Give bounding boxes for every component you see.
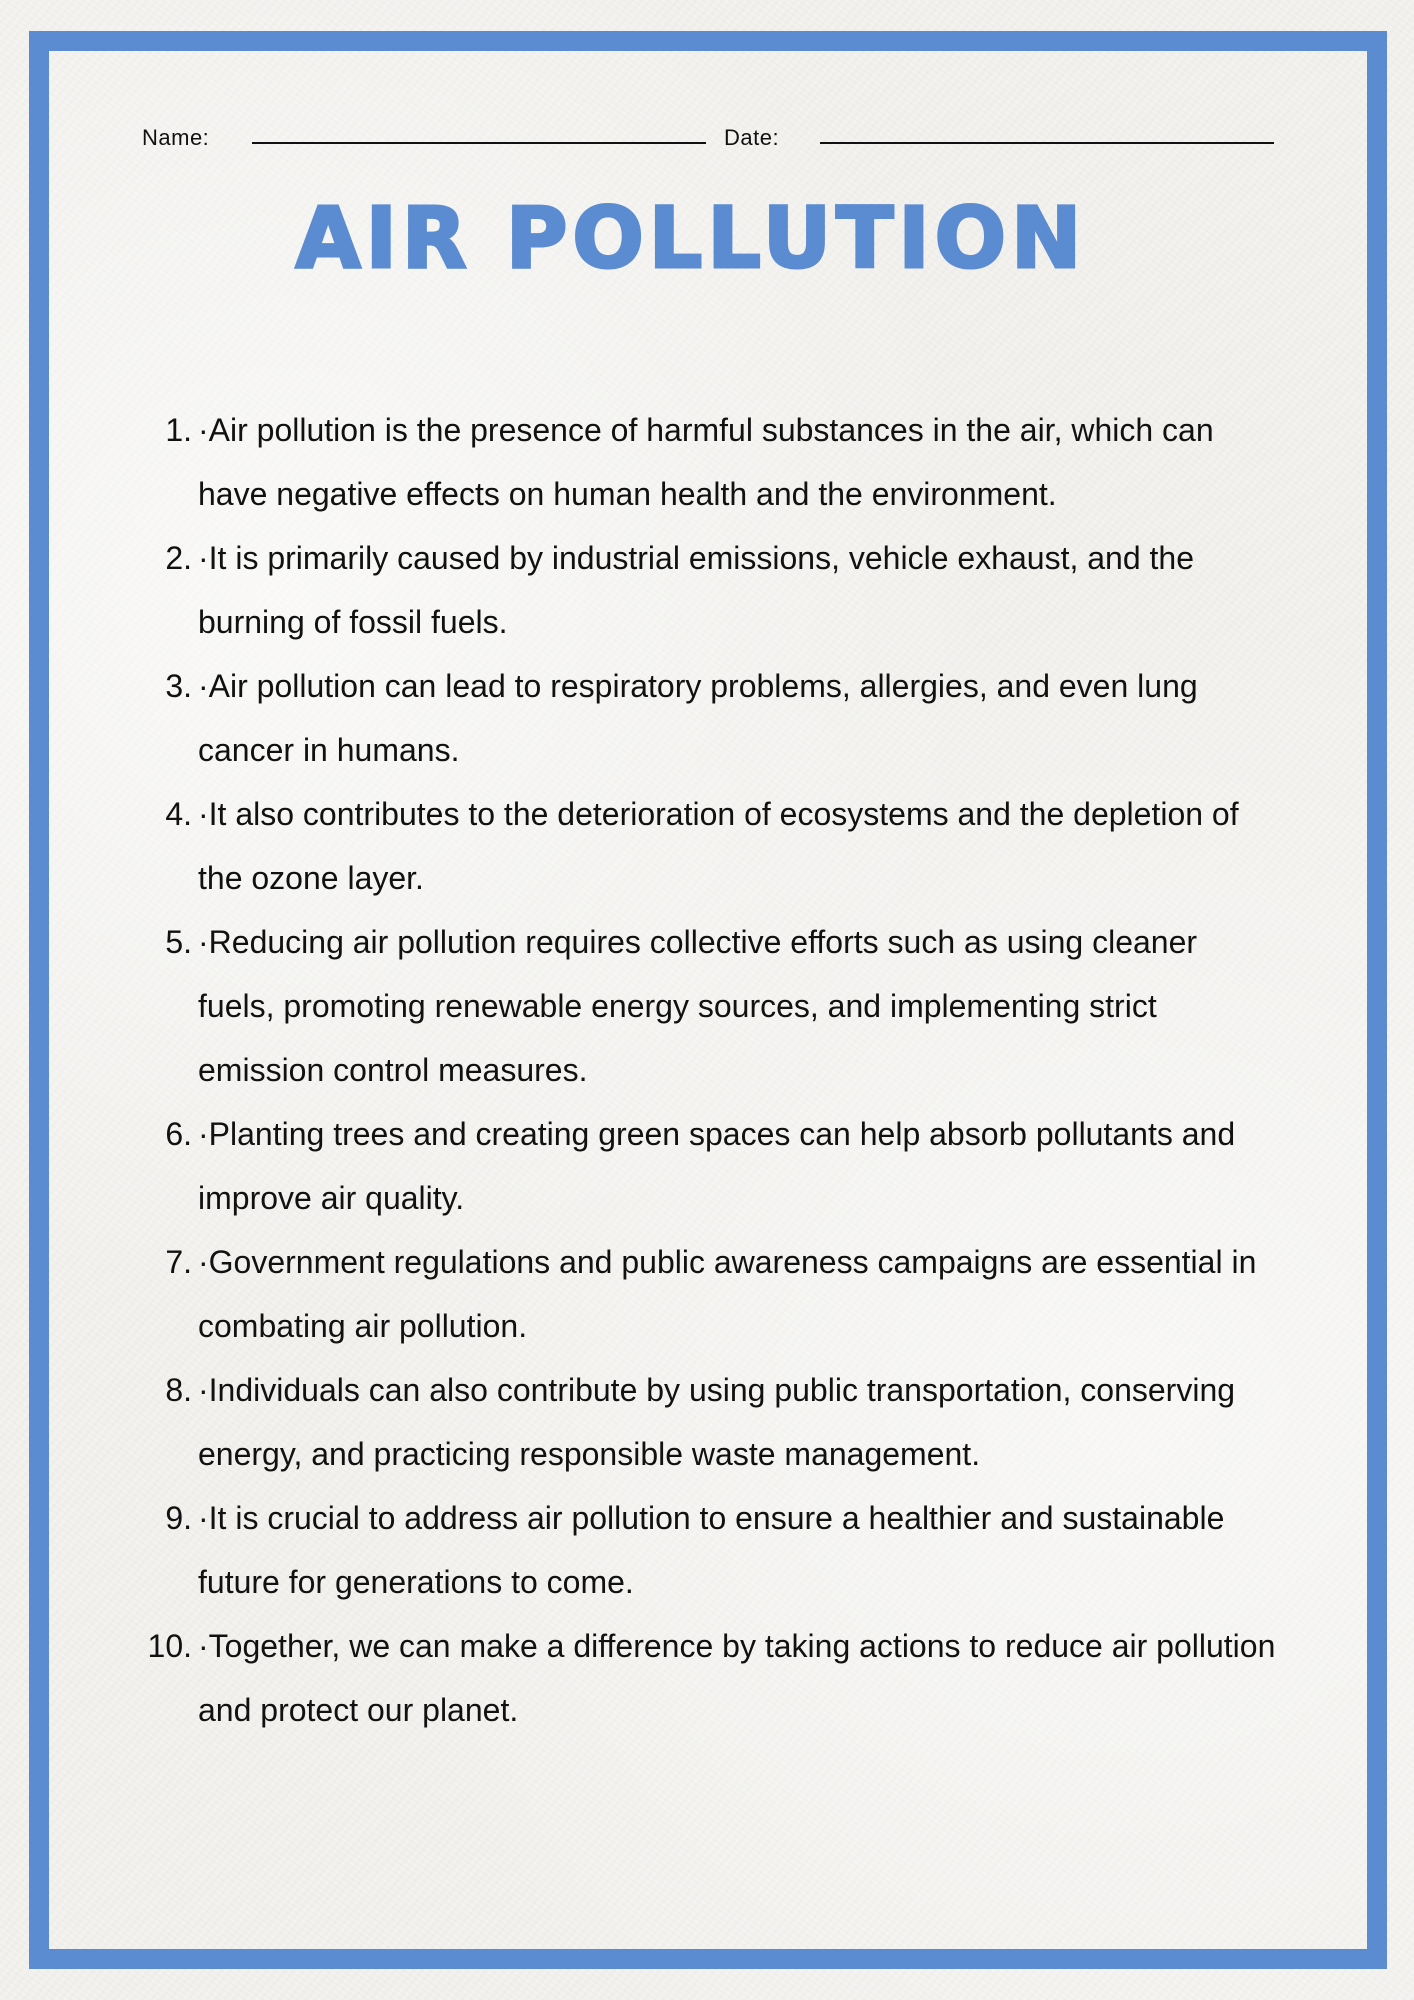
list-item [140,1230,1280,1358]
list-item-number: 4. [165,796,192,832]
list-item-text: ·It also contributes to the deterioration of ecosystems and the depletion of the ozone layer. [198,796,1239,896]
name-date-row [142,123,1274,153]
list-item [140,1358,1280,1486]
list-item [140,398,1280,526]
list-item-text: ·Reducing air pollution requires collective efforts such as using cleaner fuels, promoting renewable energy sources, and implementing strict emission control measures. [198,924,1198,1088]
list-item [140,782,1280,910]
list-item-text: ·Individuals can also contribute by using public transportation, conserving energy, and practicing responsible waste management. [198,1372,1236,1472]
list-item-number: 9. [165,1500,192,1536]
list-item-number: 1. [165,412,192,448]
list-item-number: 6. [165,1116,192,1152]
list-item-text: ·Air pollution can lead to respiratory problems, allergies, and even lung cancer in humans. [198,668,1198,768]
list-item-text: ·Planting trees and creating green spaces can help absorb pollutants and improve air quality. [198,1116,1236,1216]
list-item [140,1486,1280,1614]
list-item-number: 7. [165,1244,192,1280]
list-item [140,1614,1280,1742]
list-item-number: 10. [147,1628,192,1664]
facts-list [140,398,1280,1742]
name-label: Name: [142,125,210,150]
list-item-text: ·It is primarily caused by industrial emissions, vehicle exhaust, and the burning of fossil fuels. [198,540,1194,640]
date-label: Date: [724,125,780,150]
date-blank-line [820,142,1274,144]
list-item-number: 8. [165,1372,192,1408]
list-item-number: 5. [165,924,192,960]
list-item-text: ·Government regulations and public awareness campaigns are essential in combating air pollution. [198,1244,1257,1344]
page-title: AIR POLLUTION [295,189,1087,287]
list-item [140,1102,1280,1230]
list-item-number: 3. [165,668,192,704]
name-blank-line [252,142,706,144]
list-item-number: 2. [165,540,192,576]
list-item [140,526,1280,654]
list-item-text: ·Together, we can make a difference by taking actions to reduce air pollution and protect our planet. [198,1628,1276,1728]
list-item-text: ·It is crucial to address air pollution to ensure a healthier and sustainable future for generations to come. [198,1500,1225,1600]
list-item [140,910,1280,1102]
list-item-text: ·Air pollution is the presence of harmful substances in the air, which can have negative effects on human health and the environment. [198,412,1214,512]
list-item [140,654,1280,782]
